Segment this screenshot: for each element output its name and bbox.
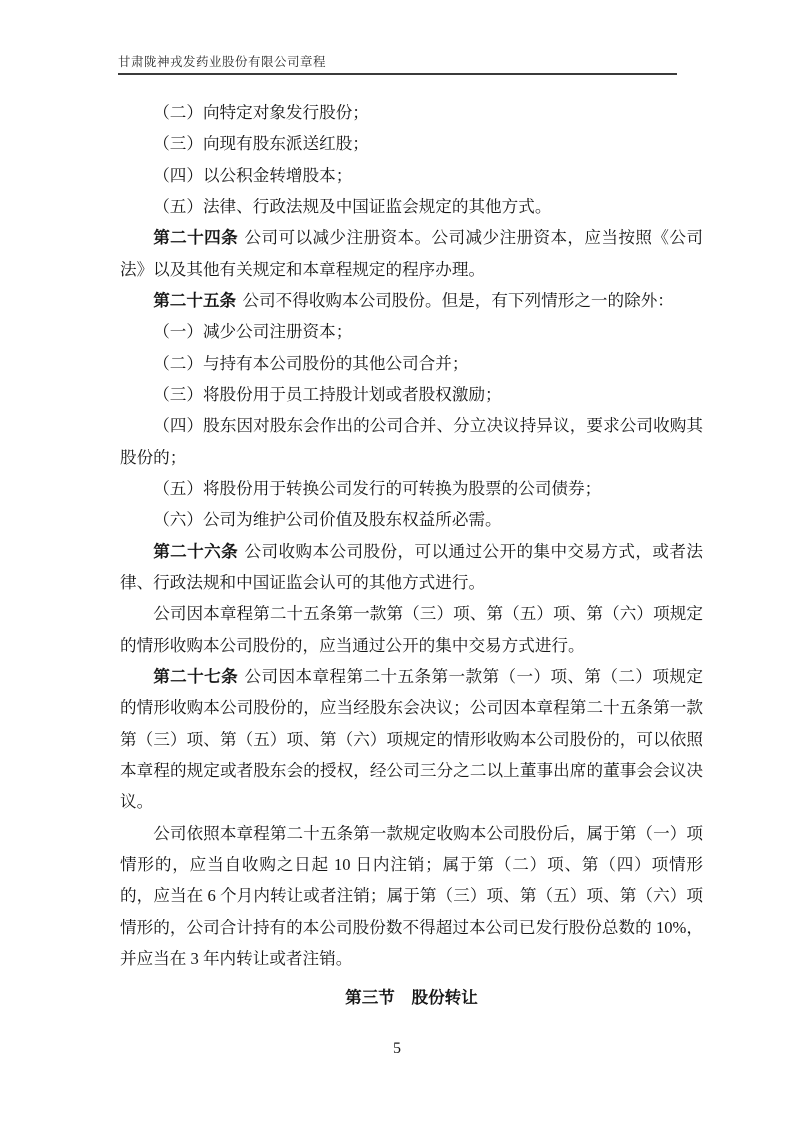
article-number: 第二十六条 [153,541,239,561]
paragraph: 第二十七条 公司因本章程第二十五条第一款第（一）项、第（二）项规定的情形收购本公司股份的，应当经股东会决议；公司因本章程第二十五条第一款第（三）项、第（五）项、第（六）项规定的情形收购本公司股份的，可以依照本章程的规定或者股东会的授权，经公司三分之二以上董事出席的董事会会议决议。 [120,666,704,812]
article-number: 第二十七条 [153,666,239,686]
header-title: 甘肃陇神戎发药业股份有限公司章程 [118,55,327,69]
section-title: 第三节 股份转让 [345,988,478,1008]
paragraph: （六）公司为维护公司价值及股东权益所必需。 [153,510,502,530]
paragraph: 公司因本章程第二十五条第一款第（三）项、第（五）项、第（六）项规定的情形收购本公司股份的，应当通过公开的集中交易方式进行。 [120,604,703,655]
paragraph: （三）将股份用于员工持股计划或者股权激励； [153,384,502,404]
paragraph: （一）减少公司注册资本； [153,322,353,342]
paragraph: 第二十六条 公司收购本公司股份，可以通过公开的集中交易方式，或者法律、行政法规和中国证监会认可的其他方式进行。 [120,541,704,592]
article-number: 第二十五条 [153,290,237,310]
paragraph: （二）向特定对象发行股份； [153,103,369,122]
page-number: 5 [393,1040,401,1057]
paragraph: 第二十四条 公司可以减少注册资本。公司减少注册资本，应当按照《公司法》以及其他有关规定和本章程规定的程序办理。 [120,228,704,279]
paragraph: （二）与持有本公司股份的其他公司合并； [153,353,469,373]
paragraph: 公司依照本章程第二十五条第一款规定收购本公司股份后，属于第（一）项情形的，应当自收购之日起 10 日内注销；属于第（二）项、第（四）项情形的，应当在 6 个月内转让或者注销；属于第（三）项、第（五）项、第（六）项情形的，公司合计持有的本公司股份数不得超过本公司已发行股份总数的 10%，并应当在 3 年内转让或者注销。 [120,823,703,968]
document-body [120,97,703,1014]
page-header [118,55,677,75]
paragraph: （五）法律、行政法规及中国证监会规定的其他方式。 [153,196,552,216]
paragraph: （三）向现有股东派送红股； [153,134,369,154]
page-footer [0,1040,794,1058]
article-number: 第二十四条 [153,228,239,248]
paragraph: （五）将股份用于转换公司发行的可转换为股票的公司债券； [153,478,602,498]
paragraph: 第二十五条 公司不得收购本公司股份。但是，有下列情形之一的除外： [153,290,674,310]
paragraph: （四）以公积金转增股本； [153,165,353,185]
paragraph: （四）股东因对股东会作出的公司合并、分立决议持异议，要求公司收购其股份的； [120,416,703,467]
